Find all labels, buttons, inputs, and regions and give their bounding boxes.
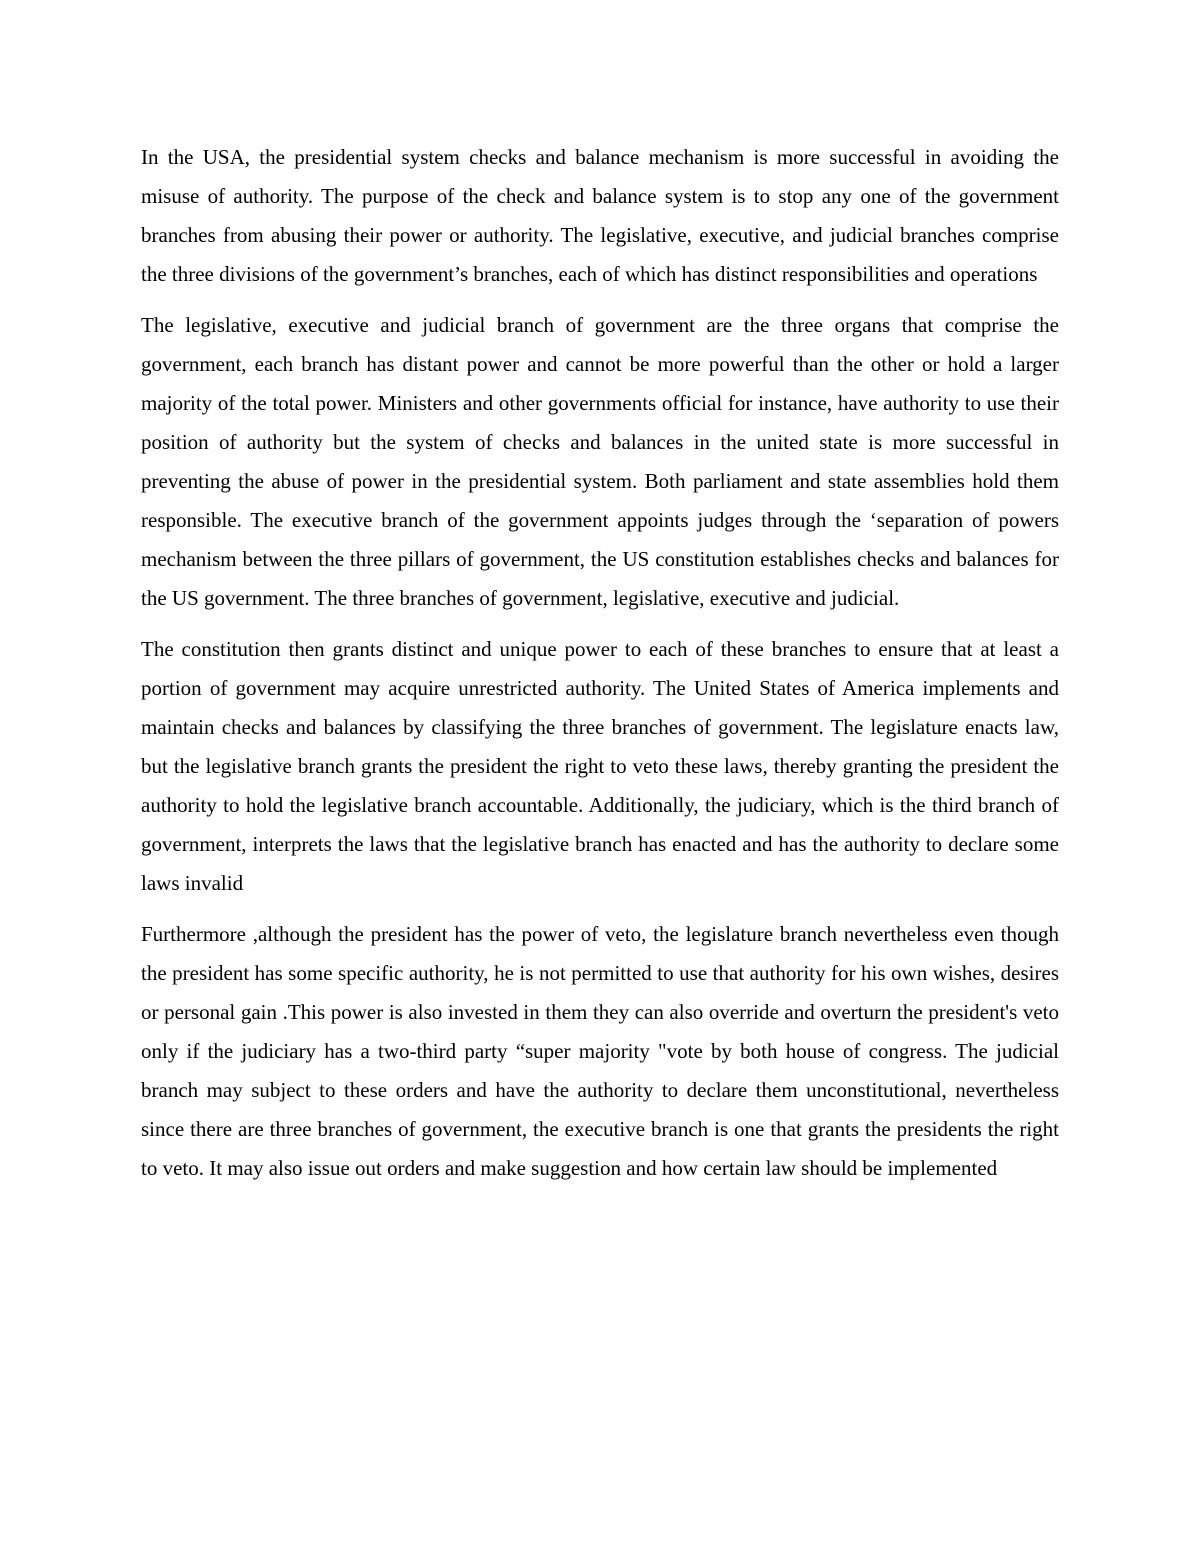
paragraph-1: In the USA, the presidential system checks and balance mechanism is more successful in avoiding the misuse of authority. The purpose of the check and balance system is to stop any one of the government branches from abusing their power or authority. The legislative, executive, and judicial branches comprise the three divisions of the government’s branches, each of which has distinct responsibilities and operations: [141, 145, 1059, 286]
paragraph-2: The legislative, executive and judicial branch of government are the three organs that comprise the government, each branch has distant power and cannot be more powerful than the other or hold a larger majority of the total power. Ministers and other governments official for instance, have authority to use their position of authority but the system of checks and balances in the united state is more successful in preventing the abuse of power in the presidential system. Both parliament and state assemblies hold them responsible. The executive branch of the government appoints judges through the ‘separation of powers mechanism between the three pillars of government, the US constitution establishes checks and balances for the US government. The three branches of government, legislative, executive and judicial.: [141, 313, 1059, 610]
paragraph-4: Furthermore ,although the president has the power of veto, the legislature branch nevertheless even though the president has some specific authority, he is not permitted to use that authority for his own wishes, desires or personal gain .This power is also invested in them they can also override and overturn the president's veto only if the judiciary has a two-third party “super majority "vote by both house of congress. The judicial branch may subject to these orders and have the authority to declare them unconstitutional, nevertheless since there are three branches of government, the executive branch is one that grants the presidents the right to veto. It may also issue out orders and make suggestion and how certain law should be implemented: [141, 922, 1059, 1180]
document-body: [141, 138, 1059, 1200]
paragraph-3: The constitution then grants distinct and unique power to each of these branches to ensure that at least a portion of government may acquire unrestricted authority. The United States of America implements and maintain checks and balances by classifying the three branches of government. The legislature enacts law, but the legislative branch grants the president the right to veto these laws, thereby granting the president the authority to hold the legislative branch accountable. Additionally, the judiciary, which is the third branch of government, interprets the laws that the legislative branch has enacted and has the authority to declare some laws invalid: [141, 637, 1059, 895]
